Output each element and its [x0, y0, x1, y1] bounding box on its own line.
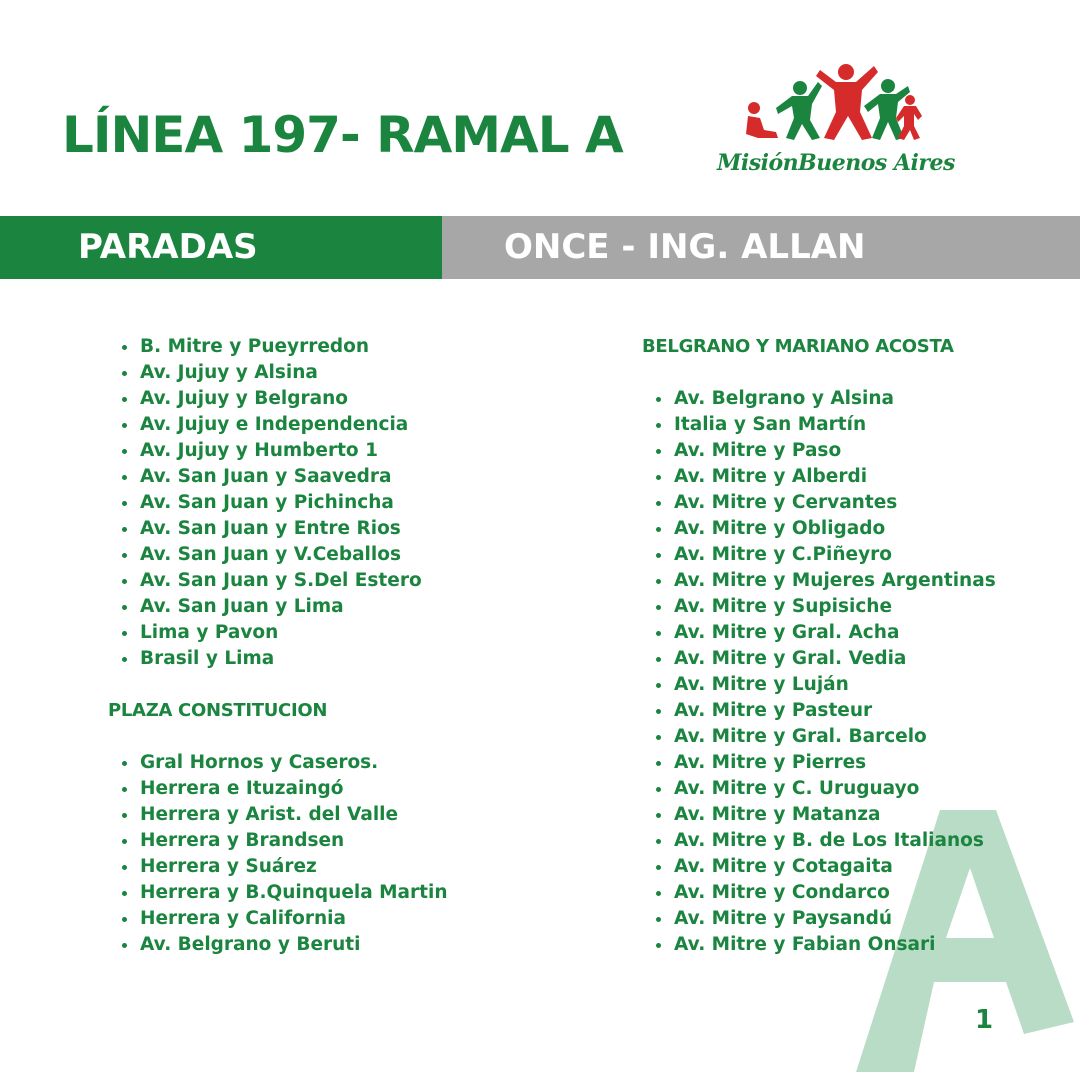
list-item: Av. Mitre y Paysandú — [642, 906, 996, 932]
list-item: Av. San Juan y Saavedra — [108, 464, 448, 490]
list-item: Herrera y California — [108, 906, 448, 932]
list-item: Herrera y Suárez — [108, 854, 448, 880]
right-stops-column — [642, 334, 996, 958]
list-item: Gral Hornos y Caseros. — [108, 750, 448, 776]
list-item: Av. Jujuy y Belgrano — [108, 386, 448, 412]
paradas-banner — [0, 216, 442, 279]
list-item: Av. San Juan y Entre Rios — [108, 516, 448, 542]
list-item: Av. Mitre y Mujeres Argentinas — [642, 568, 996, 594]
section-heading-plaza-constitucion: PLAZA CONSTITUCION — [108, 700, 328, 721]
list-item: Av. Mitre y Paso — [642, 438, 996, 464]
paradas-label: PARADAS — [78, 227, 258, 267]
list-item: B. Mitre y Pueyrredon — [108, 334, 448, 360]
page-number: 1 — [975, 1005, 994, 1035]
list-item: Herrera y Arist. del Valle — [108, 802, 448, 828]
route-banner — [442, 216, 1080, 279]
list-item: Herrera y Brandsen — [108, 828, 448, 854]
list-item: Herrera e Ituzaingó — [108, 776, 448, 802]
list-item: Av. Mitre y C.Piñeyro — [642, 542, 996, 568]
list-item: Av. San Juan y Lima — [108, 594, 448, 620]
list-item: Av. Mitre y Gral. Acha — [642, 620, 996, 646]
list-item: Av. San Juan y V.Ceballos — [108, 542, 448, 568]
list-item: Lima y Pavon — [108, 620, 448, 646]
list-item: Av. Mitre y Alberdi — [642, 464, 996, 490]
list-item: Av. Mitre y Pierres — [642, 750, 996, 776]
list-item: Av. Jujuy y Alsina — [108, 360, 448, 386]
list-item: Brasil y Lima — [108, 646, 448, 672]
stops-list-3 — [642, 386, 996, 958]
route-label: ONCE - ING. ALLAN — [504, 227, 866, 267]
list-item: Av. Mitre y Cotagaita — [642, 854, 996, 880]
list-item: Av. San Juan y Pichincha — [108, 490, 448, 516]
list-item: Av. Mitre y Fabian Onsari — [642, 932, 996, 958]
list-item: Av. Jujuy y Humberto 1 — [108, 438, 448, 464]
list-item: Av. Mitre y Supisiche — [642, 594, 996, 620]
list-item: Av. Mitre y Luján — [642, 672, 996, 698]
list-item: Av. Mitre y Matanza — [642, 802, 996, 828]
list-item: Av. Mitre y Condarco — [642, 880, 996, 906]
page-title: LÍNEA 197- RAMAL A — [62, 106, 623, 164]
list-item: Av. Belgrano y Beruti — [108, 932, 448, 958]
section-heading-belgrano: BELGRANO Y MARIANO ACOSTA — [642, 336, 954, 357]
list-item: Av. Mitre y Pasteur — [642, 698, 996, 724]
stops-list-2 — [108, 750, 448, 958]
list-item: Av. Mitre y B. de Los Italianos — [642, 828, 996, 854]
list-item: Herrera y B.Quinquela Martin — [108, 880, 448, 906]
list-item: Av. San Juan y S.Del Estero — [108, 568, 448, 594]
list-item: Av. Mitre y C. Uruguayo — [642, 776, 996, 802]
left-stops-column — [108, 334, 448, 958]
list-item: Av. Mitre y Obligado — [642, 516, 996, 542]
logo-text: MisiónBuenos Aires — [717, 150, 955, 176]
list-item: Italia y San Martín — [642, 412, 996, 438]
stops-list-1 — [108, 334, 448, 672]
list-item: Av. Mitre y Gral. Barcelo — [642, 724, 996, 750]
list-item: Av. Jujuy e Independencia — [108, 412, 448, 438]
list-item: Av. Mitre y Cervantes — [642, 490, 996, 516]
list-item: Av. Mitre y Gral. Vedia — [642, 646, 996, 672]
list-item: Av. Belgrano y Alsina — [642, 386, 996, 412]
